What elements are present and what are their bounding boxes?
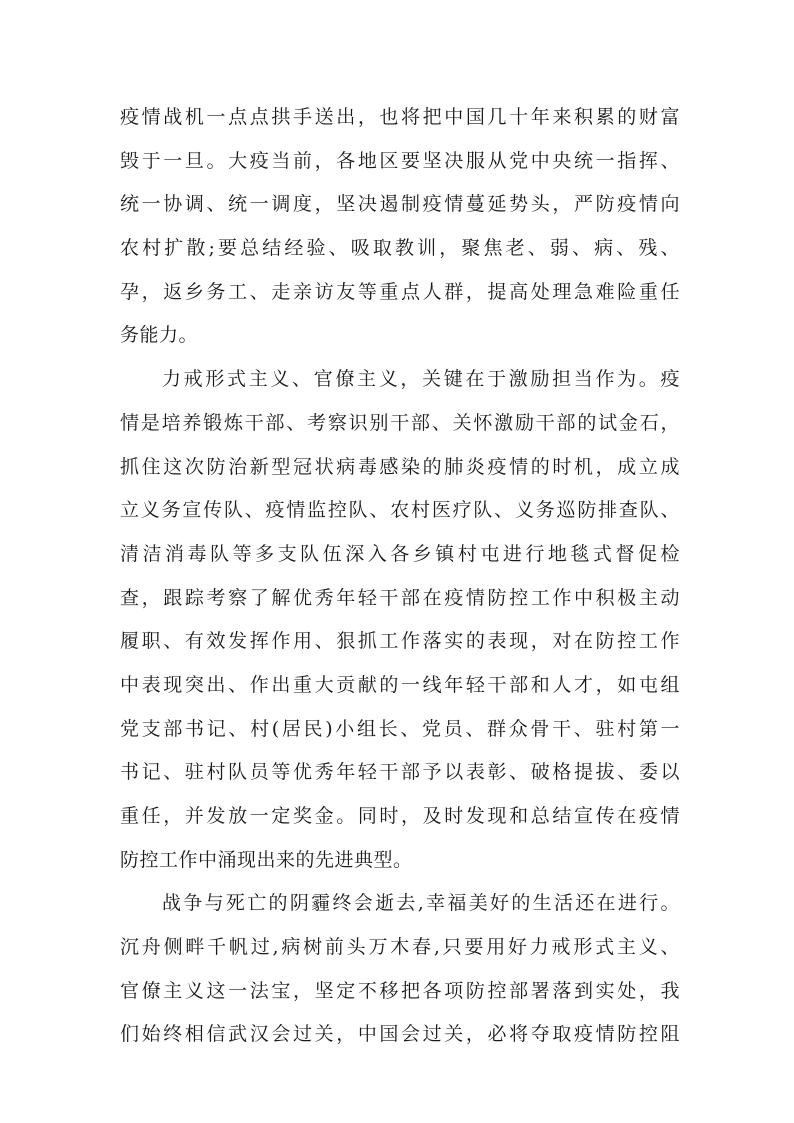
text-line: 沉舟侧畔千帆过,病树前头万木春,只要用好力戒形式主义、 (120, 936, 680, 959)
text-line: 们始终相信武汉会过关，中国会过关，必将夺取疫情防控阻 (120, 1023, 680, 1046)
text-line: 履职、有效发挥作用、狠抓工作落实的表现，对在防控工作 (120, 630, 680, 653)
text-line: 官僚主义这一法宝，坚定不移把各项防控部署落到实处，我 (120, 979, 680, 1002)
text-line: 清洁消毒队等多支队伍深入各乡镇村屯进行地毯式督促检 (120, 542, 680, 565)
text-line: 统一协调、统一调度，坚决遏制疫情蔓延势头，严防疫情向 (120, 193, 680, 216)
text-line: 书记、驻村队员等优秀年轻干部予以表彰、破格提拔、委以 (120, 761, 680, 784)
text-line: 立义务宣传队、疫情监控队、农村医疗队、义务巡防排查队、 (120, 499, 680, 522)
text-line: 情是培养锻炼干部、考察识别干部、关怀激励干部的试金石， (120, 411, 680, 434)
text-line: 重任，并发放一定奖金。同时，及时发现和总结宣传在疫情 (120, 805, 680, 827)
text-line: 抓住这次防治新型冠状病毒感染的肺炎疫情的时机，成立成 (120, 455, 680, 478)
text-line: 孕，返乡务工、走亲访友等重点人群，提高处理急难险重任 (120, 280, 680, 303)
text-line: 疫情战机一点点拱手送出，也将把中国几十年来积累的财富 (120, 106, 680, 128)
text-line: 毁于一旦。大疫当前，各地区要坚决服从党中央统一指挥、 (120, 149, 680, 172)
text-line: 战争与死亡的阴霾终会逝去,幸福美好的生活还在进行。 (162, 892, 680, 915)
paragraph-2 (120, 358, 680, 882)
document-body (120, 96, 680, 1057)
paragraph-1 (120, 96, 680, 358)
text-line: 党支部书记、村(居民)小组长、党员、群众骨干、驻村第一 (120, 717, 680, 740)
text-line: 中表现突出、作出重大贡献的一线年轻干部和人才，如屯组 (120, 673, 680, 696)
text-line: 查，跟踪考察了解优秀年轻干部在疫情防控工作中积极主动 (120, 586, 680, 609)
text-line: 农村扩散;要总结经验、吸取教训，聚焦老、弱、病、残、 (120, 237, 680, 260)
paragraph-3 (120, 882, 680, 1057)
text-line: 力戒形式主义、官僚主义，关键在于激励担当作为。疫 (162, 368, 680, 391)
text-line: 务能力。 (120, 324, 199, 347)
text-line: 防控工作中涌现出来的先进典型。 (120, 848, 413, 871)
